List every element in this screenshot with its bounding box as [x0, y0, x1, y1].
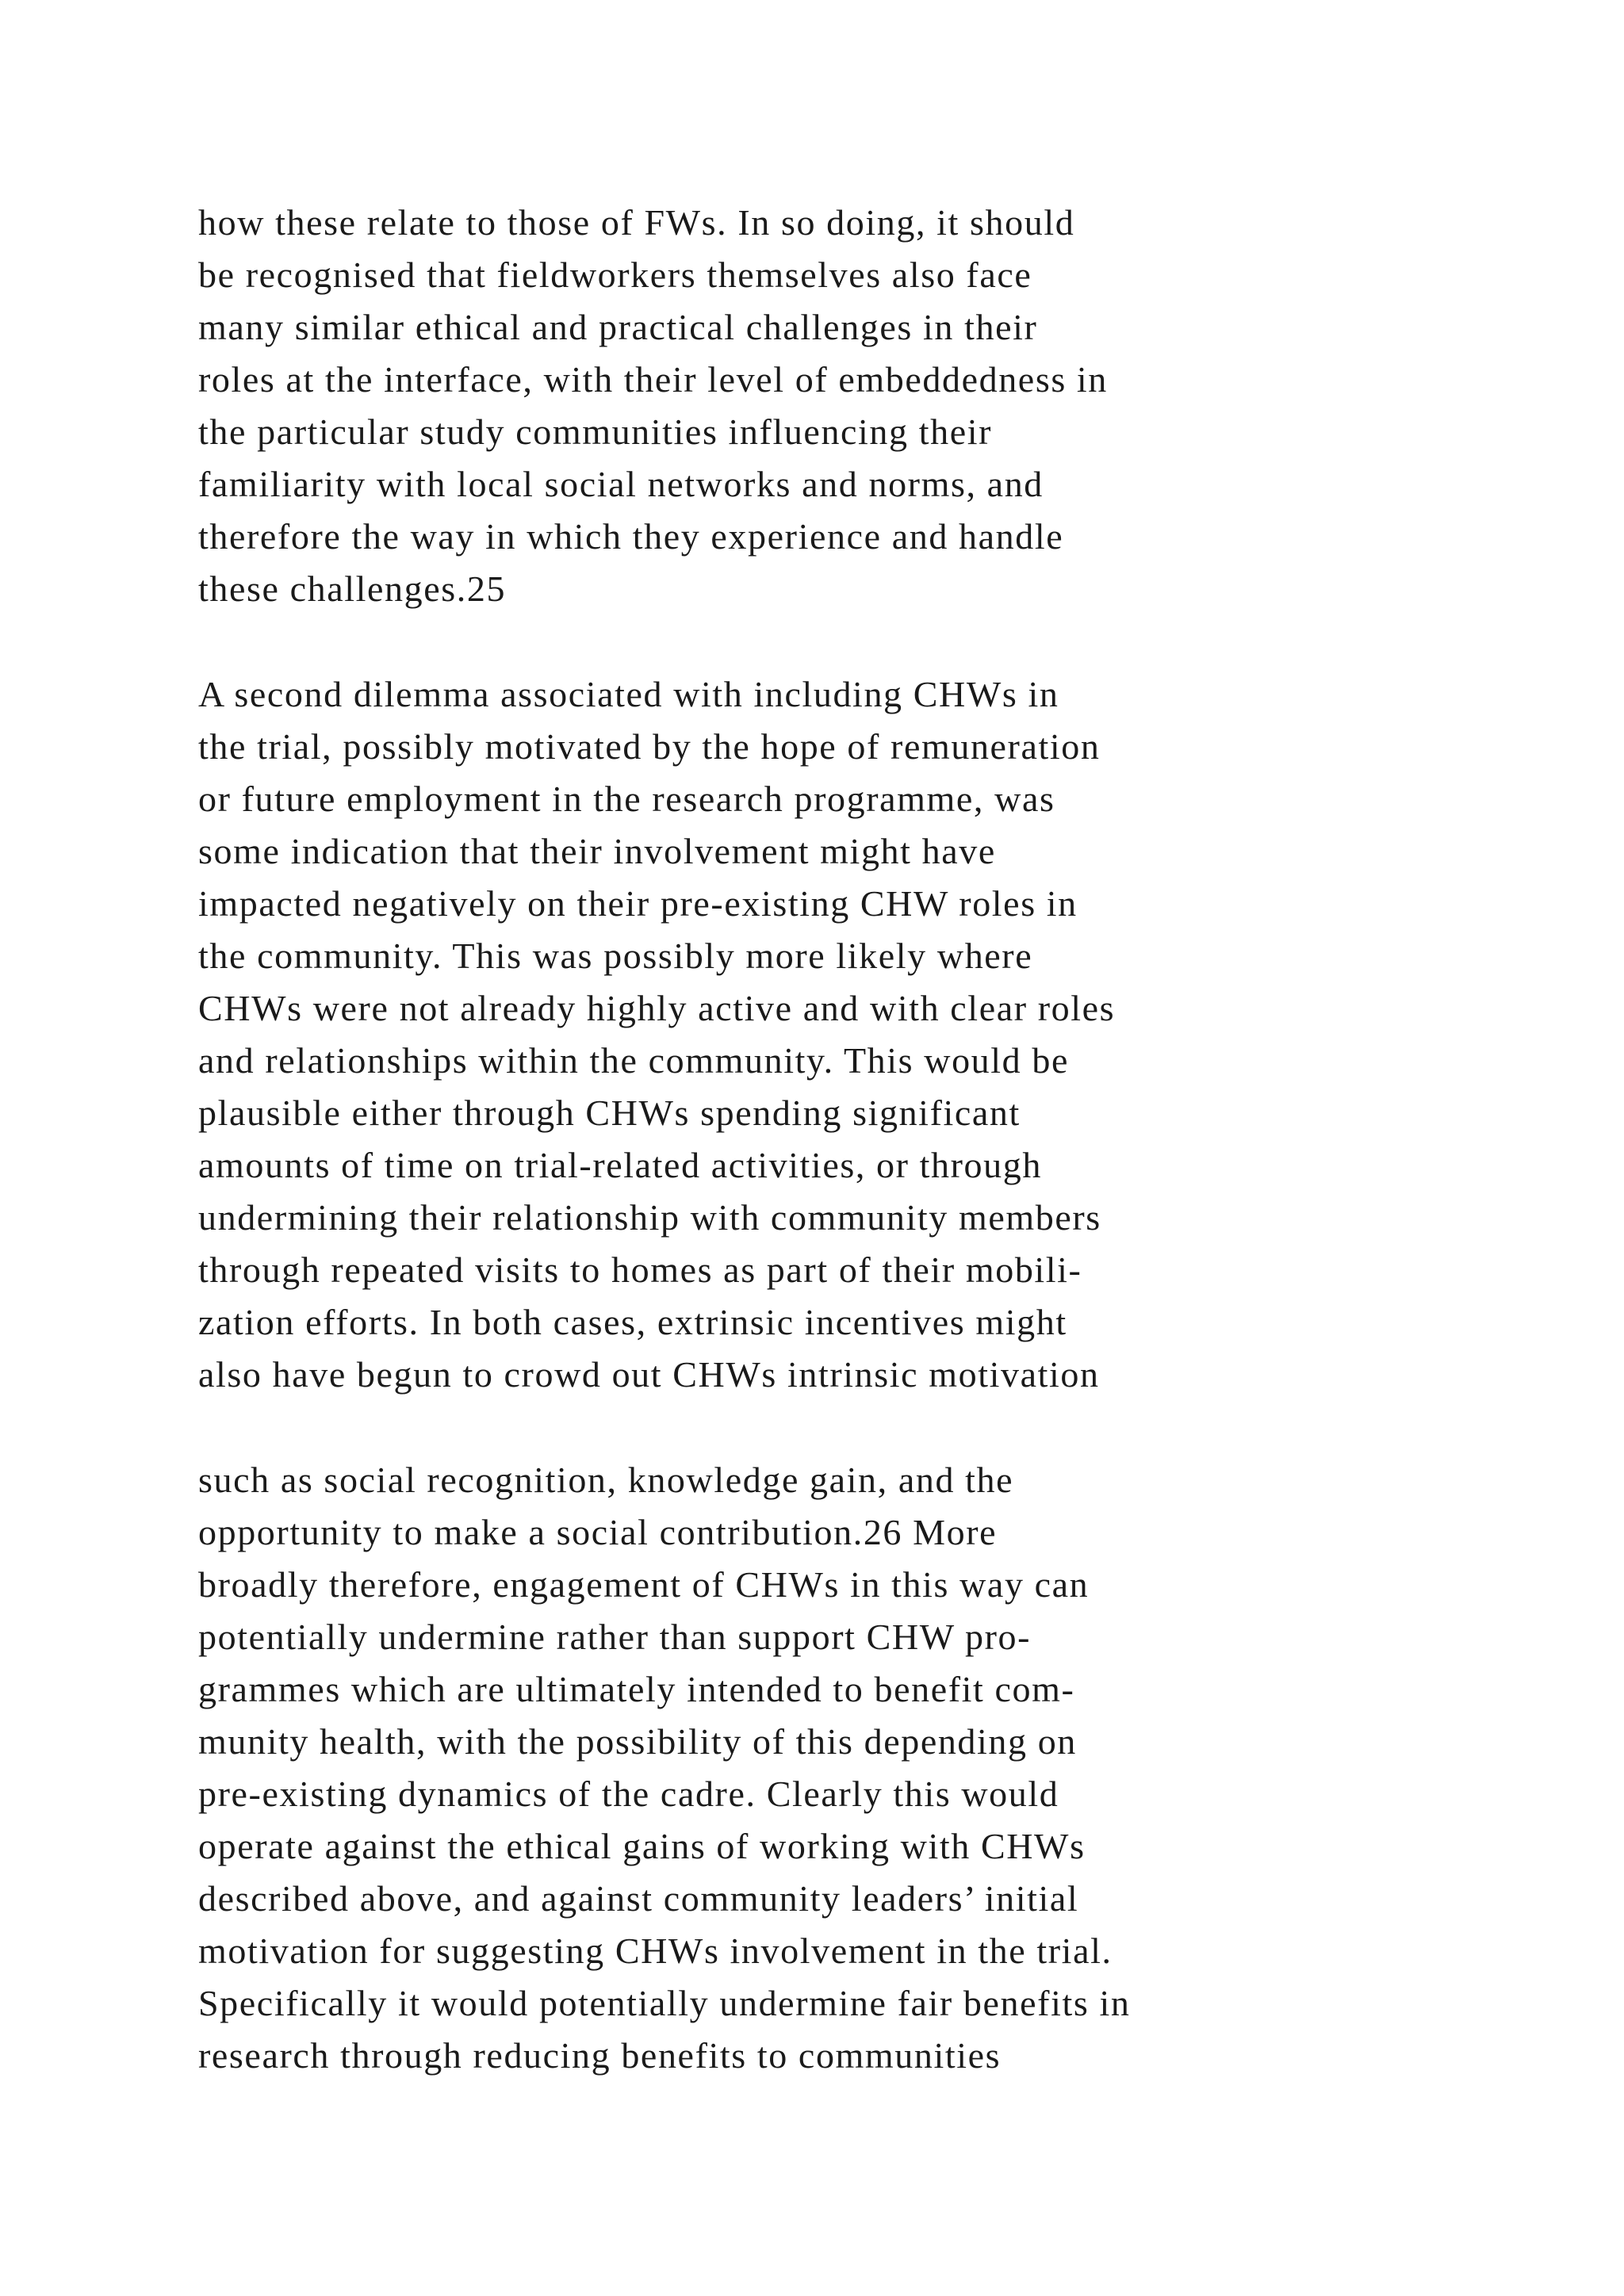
paragraph-1: [198, 197, 1594, 615]
text-line: the trial, possibly motivated by the hope of remuneration: [198, 726, 1101, 767]
text-line: through repeated visits to homes as part of their mobili-: [198, 1249, 1082, 1290]
text-line: how these relate to those of FWs. In so doing, it should: [198, 202, 1075, 243]
text-line: these challenges.25: [198, 568, 507, 609]
text-line: operate against the ethical gains of working with CHWs: [198, 1826, 1086, 1866]
text-line: some indication that their involvement might have: [198, 831, 996, 871]
text-line: also have begun to crowd out CHWs intrinsic motivation: [198, 1354, 1100, 1395]
paragraph-2: [198, 668, 1594, 1401]
text-line: CHWs were not already highly active and with clear roles: [198, 988, 1116, 1028]
text-line: the particular study communities influencing their: [198, 411, 993, 452]
text-line: zation efforts. In both cases, extrinsic incentives might: [198, 1302, 1067, 1342]
text-line: roles at the interface, with their level of embeddedness in: [198, 359, 1108, 400]
text-line: familiarity with local social networks and norms, and: [198, 464, 1044, 504]
text-line: potentially undermine rather than support CHW pro-: [198, 1617, 1032, 1657]
text-line: be recognised that fieldworkers themselves also face: [198, 254, 1032, 295]
text-line: A second dilemma associated with including CHWs in: [198, 674, 1059, 714]
text-line: plausible either through CHWs spending significant: [198, 1093, 1021, 1133]
text-line: undermining their relationship with community members: [198, 1197, 1101, 1238]
text-line: grammes which are ultimately intended to benefit com-: [198, 1669, 1075, 1709]
text-line: the community. This was possibly more likely where: [198, 936, 1033, 976]
text-line: and relationships within the community. This would be: [198, 1040, 1069, 1081]
text-line: munity health, with the possibility of this depending on: [198, 1721, 1077, 1762]
text-line: such as social recognition, knowledge gain, and the: [198, 1460, 1014, 1500]
text-line: pre-existing dynamics of the cadre. Clearly this would: [198, 1774, 1059, 1814]
text-line: impacted negatively on their pre-existing CHW roles in: [198, 883, 1078, 924]
text-line: therefore the way in which they experience and handle: [198, 516, 1064, 557]
text-line: motivation for suggesting CHWs involvement in the trial.: [198, 1931, 1113, 1971]
text-line: many similar ethical and practical challenges in their: [198, 307, 1038, 347]
text-line: amounts of time on trial-related activities, or through: [198, 1145, 1042, 1185]
text-line: broadly therefore, engagement of CHWs in this way can: [198, 1564, 1090, 1605]
text-line: opportunity to make a social contribution.26 More: [198, 1512, 998, 1552]
text-line: described above, and against community leaders’ initial: [198, 1878, 1079, 1919]
text-line: Specifically it would potentially undermine fair benefits in: [198, 1983, 1131, 2023]
paragraph-3: [198, 1454, 1594, 2082]
text-line: or future employment in the research programme, was: [198, 779, 1055, 819]
text-line: research through reducing benefits to communities: [198, 2035, 1002, 2076]
